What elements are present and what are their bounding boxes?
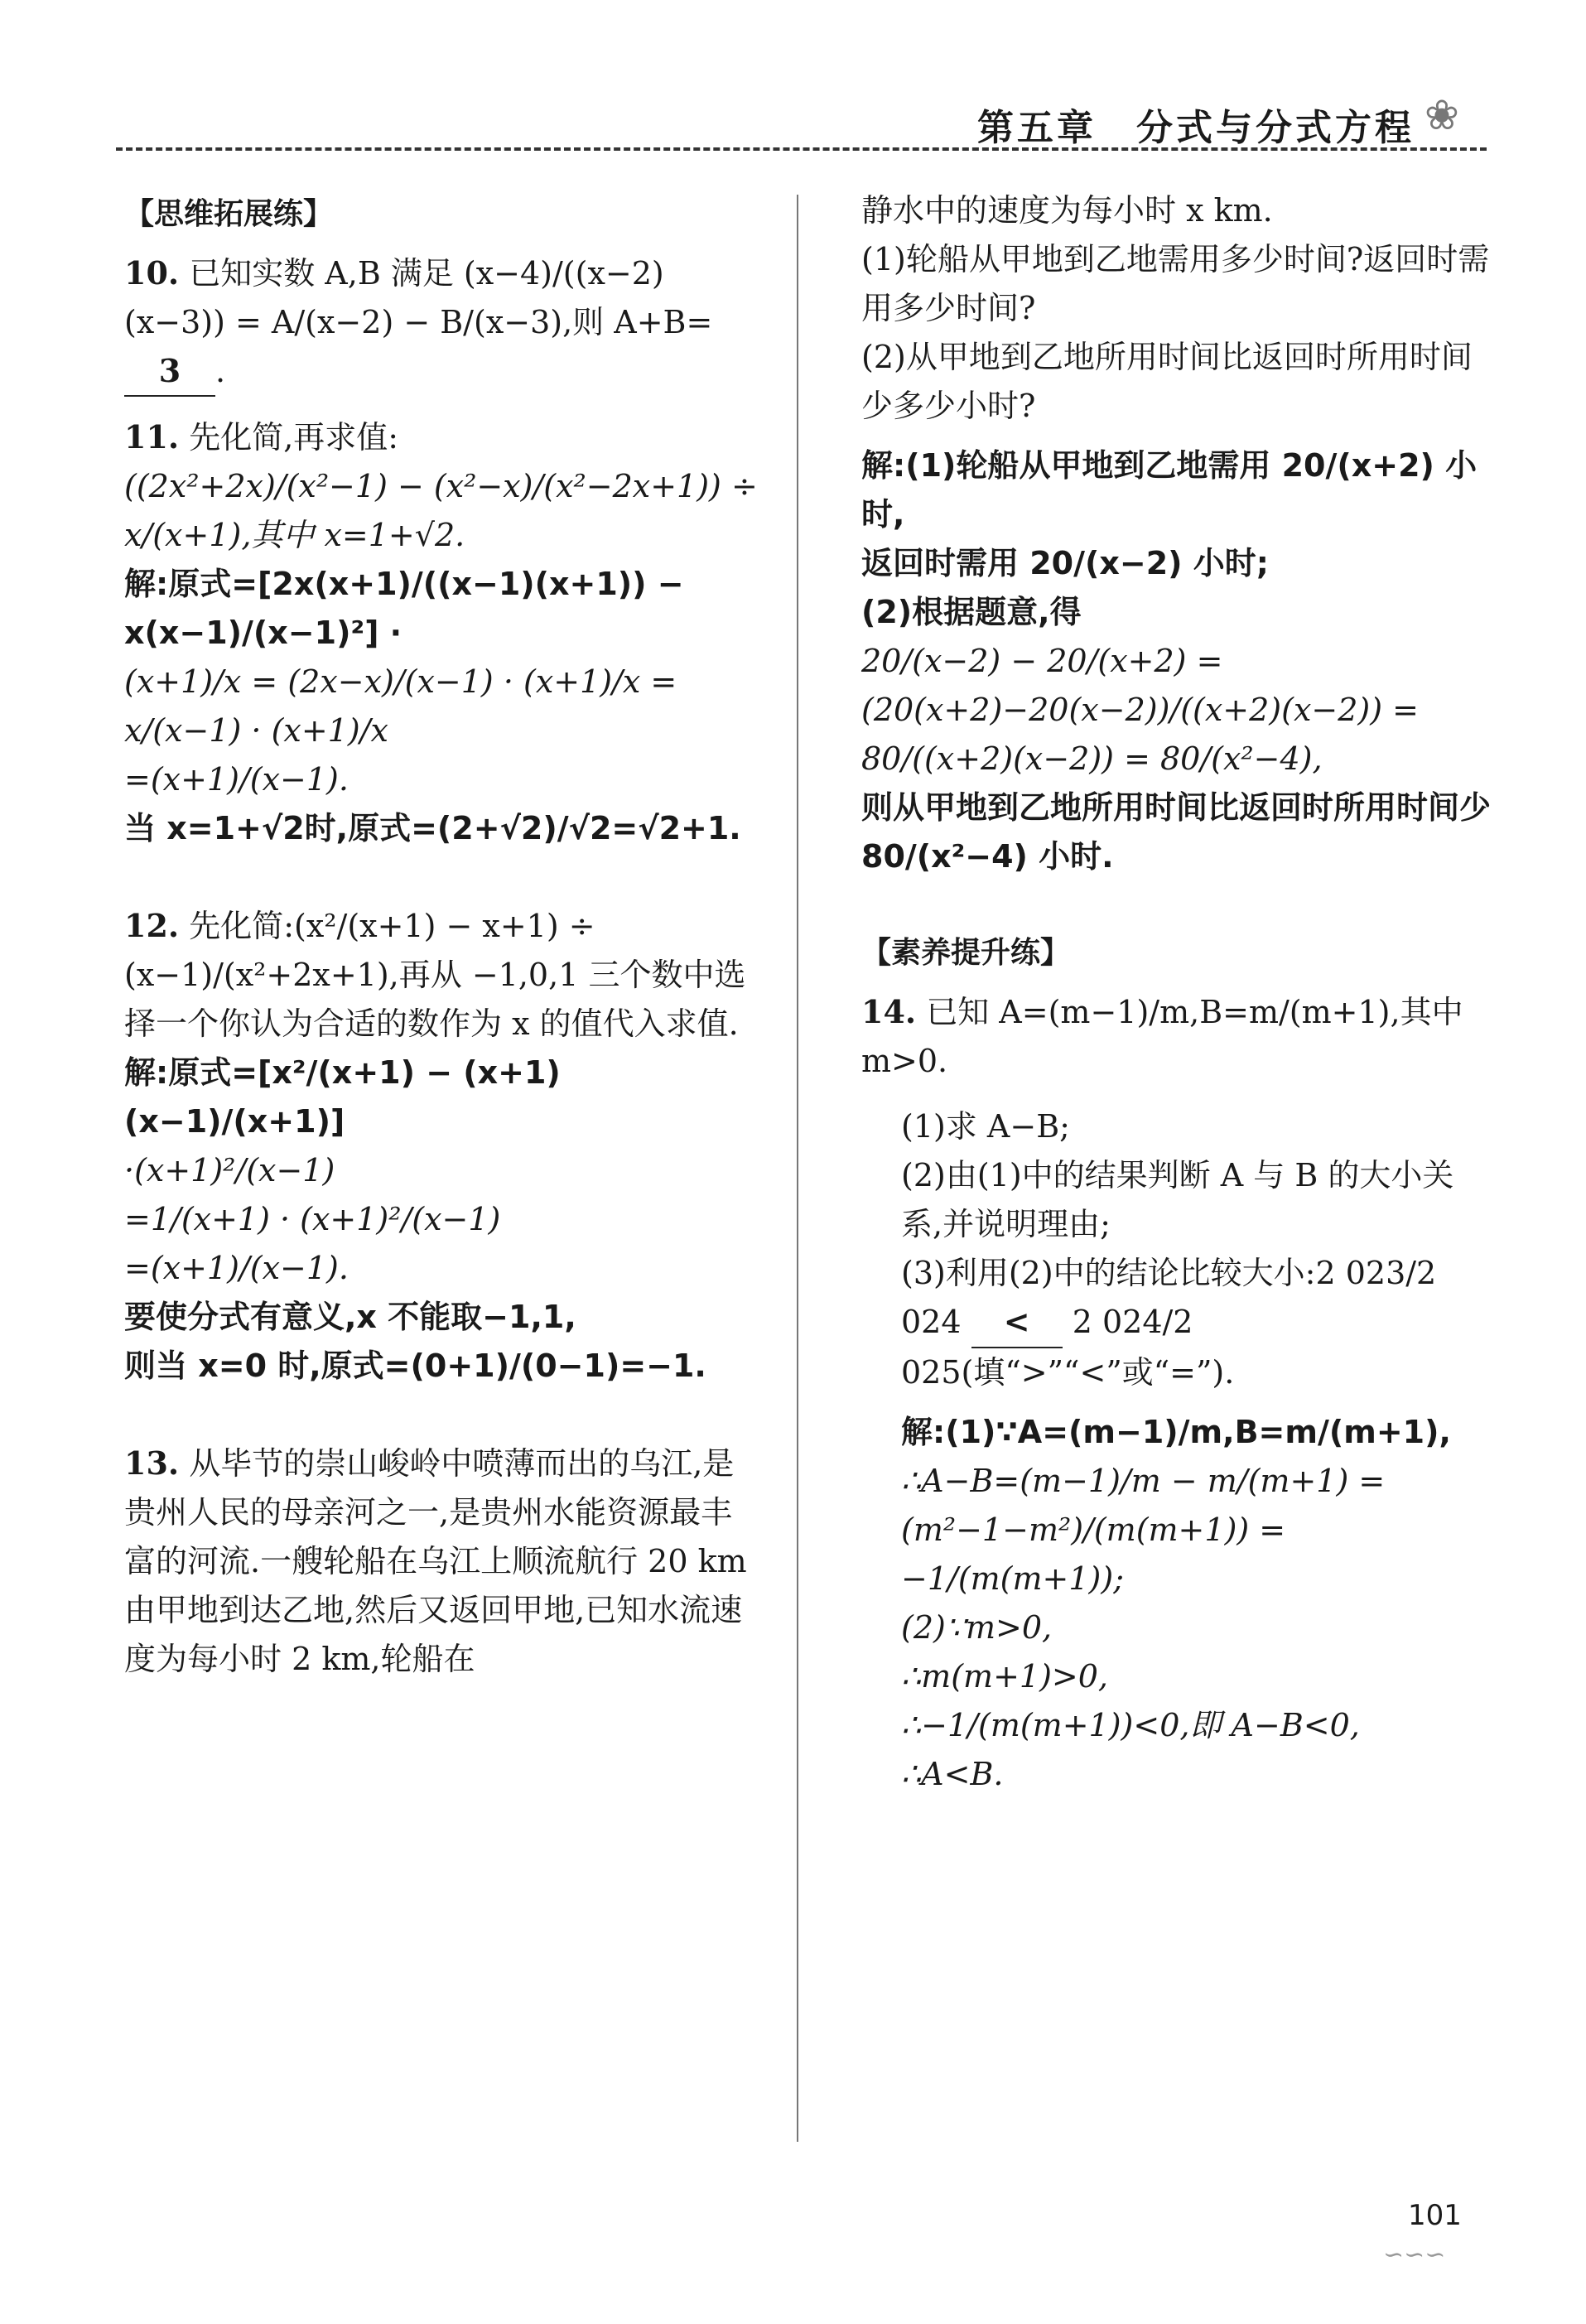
solution-line: 返回时需用 20/(x−2) 小时; xyxy=(861,545,1269,582)
section-title-literacy: 【素养提升练】 xyxy=(861,936,1071,971)
question-number: 14. xyxy=(861,993,917,1031)
solution-line: 解:原式=[x²/(x+1) − (x+1)(x−1)/(x+1)] xyxy=(124,1054,561,1140)
question-expression: ((2x²+2x)/(x²−1) − (x²−x)/(x²−2x+1)) ÷ x/(x+1),其中 x=1+√2. xyxy=(124,468,758,554)
section-title-thinking: 【思维拓展练】 xyxy=(124,197,334,231)
question-number: 11. xyxy=(124,418,180,456)
solution-line: (2)根据题意,得 xyxy=(861,594,1082,631)
solution-line: ·(x+1)²/(x−1) xyxy=(124,1151,335,1189)
solution-line: =(x+1)/(x−1). xyxy=(124,1249,349,1286)
question-text: 从毕节的崇山峻岭中喷薄而出的乌江,是贵州人民的母亲河之一,是贵州水能资源最丰富的河流.一艘轮船在乌江上顺流航行 20 km 由甲地到达乙地,然后又返回甲地,已知水流速度为每小时 2 km,轮船在 xyxy=(124,1445,747,1677)
question-14-part1: (1)求 A−B; xyxy=(901,1108,1070,1145)
question-text: 先化简,再求值: xyxy=(189,419,399,456)
question-13-continued: 静水中的速度为每小时 x km. xyxy=(861,192,1273,229)
question-14-part2: (2)由(1)中的结果判断 A 与 B 的大小关系,并说明理由; xyxy=(901,1156,1454,1242)
question-number: 12. xyxy=(124,907,180,945)
question-13-part2: (2)从甲地到乙地所用时间比返回时所用时间少多少小时? xyxy=(861,338,1473,424)
question-14 xyxy=(861,988,1491,1086)
left-column xyxy=(124,186,762,1700)
question-text: 已知 A=(m−1)/m,B=m/(m+1),其中 m>0. xyxy=(861,994,1463,1080)
solution-line: ∴A−B=(m−1)/m − m/(m+1) = (m²−1−m²)/(m(m+1)) = xyxy=(901,1463,1386,1549)
solution-line: =1/(x+1) · (x+1)²/(x−1) xyxy=(124,1200,501,1237)
question-number: 10. xyxy=(124,253,180,292)
right-column xyxy=(861,186,1491,1799)
solution-line: (x+1)/x = (2x−x)/(x−1) · (x+1)/x = x/(x−1) · (x+1)/x xyxy=(124,663,677,749)
solution-line: 20/(x−2) − 20/(x+2) = (20(x+2)−20(x−2))/((x+2)(x−2)) = xyxy=(861,643,1419,728)
header-divider xyxy=(116,147,1487,151)
column-divider xyxy=(797,195,798,2142)
solution-line: 80/((x+2)(x−2)) = 80/(x²−4), xyxy=(861,740,1323,777)
question-text: 先化简:(x²/(x+1) − x+1) ÷ (x−1)/(x²+2x+1),再从 −1,0,1 三个数中选择一个你认为合适的数作为 x 的值代入求值. xyxy=(124,908,746,1043)
question-text: (3)利用(2)中的结论比较大小:2 023/2 024 xyxy=(901,1254,1437,1340)
decorative-fountain-icon: ❀ xyxy=(1425,91,1459,139)
answer-blank: 3 xyxy=(124,347,215,398)
question-number: 13. xyxy=(124,1444,180,1483)
solution-line: 则从甲地到乙地所用时间比返回时所用时间少 80/(x²−4) 小时. xyxy=(861,788,1492,875)
question-10 xyxy=(124,249,762,398)
solution-line: −1/(m(m+1)); xyxy=(901,1560,1125,1598)
answer-blank: < xyxy=(971,1298,1063,1348)
solution-line: (2)∵m>0, xyxy=(901,1608,1053,1646)
page-number: 101 xyxy=(1408,2199,1462,2232)
solution-line: 要使分式有意义,x 不能取−1,1, xyxy=(124,1298,576,1335)
solution-line: 解:(1)轮船从甲地到乙地需用 20/(x+2) 小时, xyxy=(861,447,1478,533)
question-text: 已知实数 A,B 满足 (x−4)/((x−2)(x−3)) = A/(x−2) − B/(x−3),则 A+B= xyxy=(124,254,713,340)
solution-line: ∴m(m+1)>0, xyxy=(901,1657,1109,1695)
solution-line: ∴−1/(m(m+1))<0,即 A−B<0, xyxy=(901,1706,1360,1743)
question-text: 2 024/2 025(填“>”“<”或“=”). xyxy=(901,1303,1235,1391)
decorative-flourish-icon: ∽∽∽ xyxy=(1383,2240,1446,2269)
solution-line: 当 x=1+√2时,原式=(2+√2)/√2=√2+1. xyxy=(124,809,741,846)
chapter-header: 第五章 分式与分式方程 xyxy=(977,107,1415,149)
question-13-part1: (1)轮船从甲地到乙地需用多少时间?返回时需用多少时间? xyxy=(861,240,1490,326)
question-13 xyxy=(124,1439,762,1683)
question-11 xyxy=(124,413,762,852)
solution-line: ∴A<B. xyxy=(901,1755,1004,1792)
question-14-part3 xyxy=(901,1249,1491,1397)
solution-line: 解:(1)∵A=(m−1)/m,B=m/(m+1), xyxy=(901,1414,1451,1451)
solution-line: =(x+1)/(x−1). xyxy=(124,760,349,798)
solution-line: 解:原式=[2x(x+1)/((x−1)(x+1)) − x(x−1)/(x−1)²] · xyxy=(124,566,684,652)
solution-line: 则当 x=0 时,原式=(0+1)/(0−1)=−1. xyxy=(124,1347,706,1384)
question-12 xyxy=(124,902,762,1390)
question-end: . xyxy=(215,352,226,389)
